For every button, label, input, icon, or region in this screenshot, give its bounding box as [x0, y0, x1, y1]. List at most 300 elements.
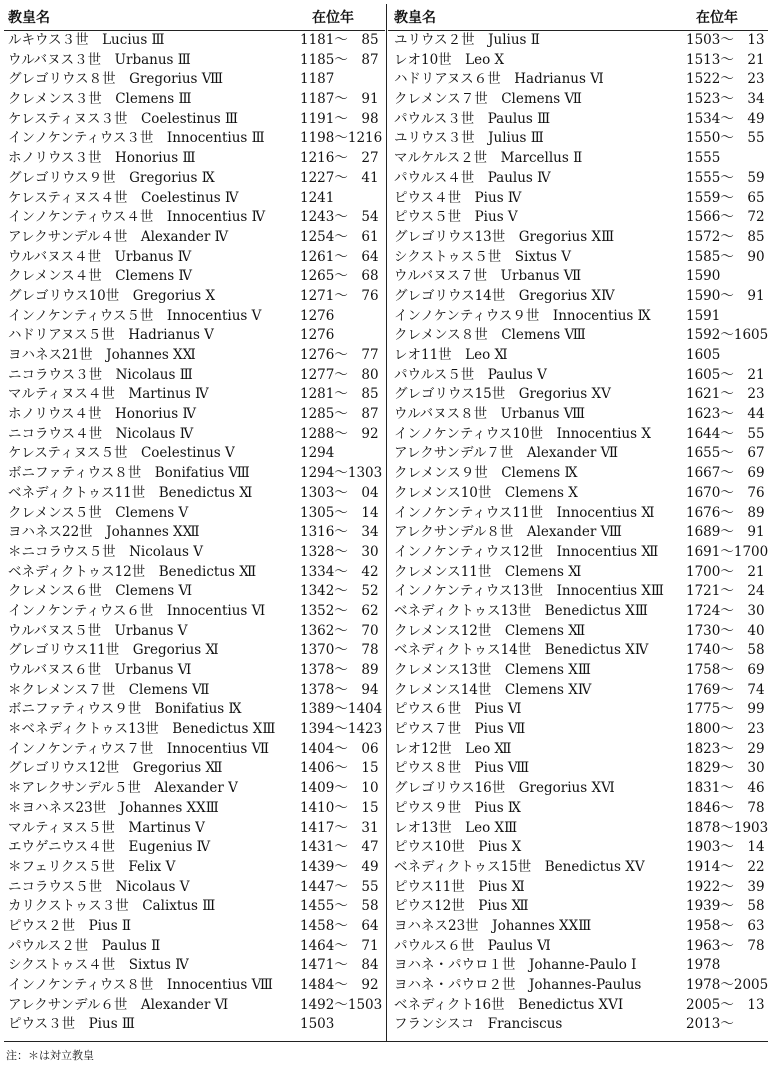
table-row [388, 641, 768, 661]
reign-years: 1447～ 55 [300, 878, 379, 895]
table-row [4, 622, 385, 642]
reign-years: 1254～ 61 [300, 228, 379, 245]
reign-years: 1243～ 54 [300, 209, 379, 226]
pope-name: インノケンティウス７世 Innocentius Ⅶ [8, 740, 270, 757]
pope-name: グレゴリウス14世 Gregorius ⅩⅣ [394, 287, 615, 304]
reign-years: 1431～ 47 [300, 839, 379, 856]
pope-name: ハドリアヌス６世 Hadrianus Ⅵ [394, 71, 604, 88]
pope-name: インノケンティウス４世 Innocentius Ⅳ [8, 209, 266, 226]
reign-years: 1185～ 87 [300, 51, 379, 68]
pope-name: グレゴリウス16世 Gregorius ⅩⅥ [394, 780, 615, 797]
header-pope-name: 教皇名 [8, 10, 50, 26]
table-row [4, 385, 385, 405]
reign-years: 1328～ 30 [300, 543, 379, 560]
reign-years: 1878～1903 [686, 819, 769, 836]
pope-name: ピウス２世 Pius Ⅱ [8, 917, 132, 934]
pope-name: ピウス11世 Pius Ⅺ [394, 878, 525, 895]
reign-years: 1484～ 92 [300, 977, 379, 993]
reign-years: 1227～ 41 [300, 169, 379, 186]
pope-name: ＊クレメンス７世 Clemens Ⅶ [8, 681, 210, 698]
pope-name: パウルス４世 Paulus Ⅳ [394, 169, 551, 186]
pope-name: グレゴリウス11世 Gregorius Ⅺ [8, 642, 219, 659]
reign-years: 2005～ 13 [686, 996, 765, 1013]
table-row [388, 799, 768, 819]
table-row [4, 956, 385, 976]
table-row [4, 917, 385, 937]
pope-name: クレメンス６世 Clemens Ⅵ [8, 583, 193, 600]
pope-name: クレメンス14世 Clemens ⅩⅣ [394, 681, 592, 698]
table-row [388, 937, 768, 957]
pope-name: ヨハネス22世 Johannes ⅩⅫ [8, 524, 200, 541]
reign-years: 1370～ 78 [300, 642, 379, 659]
reign-years: 1605～ 21 [686, 366, 765, 383]
reign-years: 1288～ 92 [300, 425, 379, 442]
pope-name: ＊ベネディクトゥス13世 Benedictus ⅩⅢ [8, 721, 276, 738]
reign-years: 1471～ 84 [300, 957, 379, 974]
table-column-left [4, 0, 385, 1035]
table-row [4, 464, 385, 484]
table-row [388, 31, 768, 51]
pope-name: インノケンティウス５世 Innocentius Ⅴ [8, 307, 262, 324]
table-row [4, 51, 385, 71]
pope-name: クレメンス９世 Clemens Ⅸ [394, 465, 578, 482]
pope-name: クレメンス11世 Clemens Ⅺ [394, 563, 582, 580]
pope-name: ＊ヨハネス23世 Johannes ⅩⅩⅢ [8, 799, 219, 816]
pope-name: インノケンティウス３世 Innocentius Ⅲ [8, 130, 265, 147]
table-row [4, 759, 385, 779]
table-row [4, 720, 385, 740]
reign-years: 2013～ [686, 1016, 734, 1033]
pope-name: ニコラウス３世 Nicolaus Ⅲ [8, 366, 193, 383]
pope-name: ウルバヌス４世 Urbanus Ⅳ [8, 248, 192, 265]
reign-years: 1559～ 65 [686, 189, 765, 206]
table-row [388, 602, 768, 622]
reign-years: 1216～ 27 [300, 150, 379, 167]
pope-name: アレクサンデル６世 Alexander Ⅵ [8, 996, 229, 1013]
table-row [4, 129, 385, 149]
pope-name: レオ10世 Leo Ⅹ [394, 51, 505, 68]
pope-name: レオ11世 Leo Ⅺ [394, 347, 508, 363]
reign-years: 1523～ 34 [686, 91, 765, 108]
reign-years: 1914～ 22 [686, 858, 765, 875]
table-row [4, 31, 385, 51]
table-row [388, 385, 768, 405]
table-row [388, 248, 768, 268]
header-pope-name: 教皇名 [394, 10, 436, 26]
reign-years: 1303～ 04 [300, 484, 379, 501]
table-row [4, 228, 385, 248]
footnote: 注：＊は対立教皇 [6, 1049, 94, 1062]
pope-name: エウゲニウス４世 Eugenius Ⅳ [8, 839, 211, 856]
pope-name: アレクサンデル７世 Alexander Ⅶ [394, 445, 619, 462]
reign-years: 1294～1303 [300, 465, 383, 482]
column-divider [386, 4, 387, 1042]
pope-name: パウルス５世 Paulus Ⅴ [394, 366, 547, 383]
pope-name: ピウス９世 Pius Ⅸ [394, 799, 521, 816]
table-row [388, 307, 768, 327]
table-row [4, 563, 385, 583]
pope-name: ピウス７世 Pius Ⅶ [394, 721, 526, 738]
pope-name: ＊フェリクス５世 Felix Ⅴ [8, 858, 176, 875]
reign-years: 1534～ 49 [686, 110, 765, 127]
table-row [388, 1015, 768, 1035]
pope-name: ピウス12世 Pius Ⅻ [394, 898, 529, 915]
table-row [388, 425, 768, 445]
pope-name: ルキウス３世 Lucius Ⅲ [8, 32, 165, 48]
table-row [388, 70, 768, 90]
reign-years: 1503 [300, 1016, 335, 1033]
pope-name: ベネディクトゥス14世 Benedictus ⅩⅣ [394, 642, 649, 659]
reign-years: 1655～ 67 [686, 445, 765, 462]
pope-name: パウルス２世 Paulus Ⅱ [8, 937, 161, 954]
table-row [4, 740, 385, 760]
pope-name: ヨハネス21世 Johannes ⅩⅪ [8, 347, 196, 363]
table-row [4, 405, 385, 425]
pope-name: ピウス４世 Pius Ⅳ [394, 189, 522, 206]
table-row [388, 956, 768, 976]
table-row [4, 897, 385, 917]
reign-years: 1590～ 91 [686, 287, 765, 304]
table-row [4, 661, 385, 681]
pope-name: ウルバヌス３世 Urbanus Ⅲ [8, 51, 191, 68]
pope-name: クレメンス８世 Clemens Ⅷ [394, 327, 586, 344]
pope-name: レオ12世 Leo Ⅻ [394, 740, 512, 757]
reign-years: 1667～ 69 [686, 465, 765, 482]
pope-name: ベネディクト16世 Benedictus XVI [394, 996, 624, 1013]
pope-name: インノケンティウス13世 Innocentius ⅩⅢ [394, 583, 664, 600]
pope-name: ウルバヌス７世 Urbanus Ⅶ [394, 268, 582, 285]
reign-years: 1455～ 58 [300, 898, 379, 915]
pope-name: ホノリウス３世 Honorius Ⅲ [8, 150, 196, 167]
table-row [4, 799, 385, 819]
table-row [4, 169, 385, 189]
table-row [388, 996, 768, 1016]
reign-years: 1591 [686, 307, 721, 324]
table-row [388, 858, 768, 878]
reign-years: 1458～ 64 [300, 917, 379, 934]
pope-name: グレゴリウス15世 Gregorius ⅩⅤ [394, 386, 611, 403]
pope-name: シクストゥス４世 Sixtus Ⅳ [8, 957, 189, 974]
reign-years: 1492～1503 [300, 996, 383, 1013]
pope-name: クレメンス10世 Clemens Ⅹ [394, 484, 578, 501]
reign-years: 1605 [686, 347, 721, 363]
pope-name: インノケンティウス６世 Innocentius Ⅵ [8, 602, 266, 619]
table-row [4, 681, 385, 701]
table-row [4, 976, 385, 996]
pope-name: フランシスコ Franciscus [394, 1016, 563, 1033]
table-row [4, 484, 385, 504]
header-reign-years: 在位年 [696, 10, 738, 26]
reign-years: 1963～ 78 [686, 937, 765, 954]
table-row [4, 700, 385, 720]
pope-name: ピウス６世 Pius Ⅵ [394, 701, 522, 718]
pope-name: ホノリウス４世 Honorius Ⅳ [8, 406, 196, 423]
table-row [4, 444, 385, 464]
pope-name: グレゴリウス８世 Gregorius Ⅷ [8, 71, 224, 88]
table-row [388, 681, 768, 701]
table-row [4, 819, 385, 839]
reign-years: 1417～ 31 [300, 819, 379, 836]
reign-years: 1276～ 77 [300, 347, 379, 363]
pope-name: ピウス８世 Pius Ⅷ [394, 760, 530, 777]
pope-name: ベネディクトゥス13世 Benedictus ⅩⅢ [394, 602, 648, 619]
reign-years: 1572～ 85 [686, 228, 765, 245]
pope-name: ウルバヌス８世 Urbanus Ⅷ [394, 406, 586, 423]
table-rows-left [4, 31, 385, 1035]
reign-years: 1277～ 80 [300, 366, 379, 383]
reign-years: 1623～ 44 [686, 406, 765, 423]
reign-years: 1334～ 42 [300, 563, 379, 580]
pope-name: グレゴリウス13世 Gregorius ⅩⅢ [394, 228, 615, 245]
reign-years: 1555～ 59 [686, 169, 765, 186]
reign-years: 1404～ 06 [300, 740, 379, 757]
reign-years: 1730～ 40 [686, 622, 765, 639]
pope-name: インノケンティウス９世 Innocentius Ⅸ [394, 307, 651, 324]
table-row [388, 405, 768, 425]
pope-name: ニコラウス５世 Nicolaus Ⅴ [8, 878, 190, 895]
reign-years: 1522～ 23 [686, 71, 765, 88]
table-row [388, 464, 768, 484]
table-row [388, 287, 768, 307]
reign-years: 1621～ 23 [686, 386, 765, 403]
reign-years: 1271～ 76 [300, 287, 379, 304]
table-row [388, 267, 768, 287]
popes-table [4, 0, 768, 1044]
reign-years: 1294 [300, 445, 335, 462]
pope-name: インノケンティウス８世 Innocentius Ⅷ [8, 977, 273, 993]
pope-name: インノケンティウス11世 Innocentius Ⅺ [394, 504, 655, 521]
pope-name: パウルス６世 Paulus Ⅵ [394, 937, 551, 954]
pope-name: アレクサンデル８世 Alexander Ⅷ [394, 524, 622, 541]
pope-name: ヨハネ・パウロ２世 Johannes-Paulus [394, 977, 642, 993]
table-row [4, 189, 385, 209]
table-row [4, 878, 385, 898]
pope-name: マルケルス２世 Marcellus Ⅱ [394, 150, 583, 167]
table-row [4, 641, 385, 661]
reign-years: 1503～ 13 [686, 32, 765, 48]
table-row [388, 366, 768, 386]
table-row [4, 307, 385, 327]
table-row [388, 326, 768, 346]
pope-name: ベネディクトゥス12世 Benedictus Ⅻ [8, 563, 257, 580]
table-row [388, 149, 768, 169]
table-row [388, 346, 768, 366]
reign-years: 1513～ 21 [686, 51, 765, 68]
pope-name: ボニファティウス９世 Bonifatius Ⅸ [8, 701, 242, 718]
table-row [388, 504, 768, 524]
pope-name: ニコラウス４世 Nicolaus Ⅳ [8, 425, 194, 442]
reign-years: 1590 [686, 268, 721, 285]
pope-name: ヨハネス23世 Johannes ⅩⅩⅢ [394, 917, 592, 934]
pope-name: ベネディクトゥス11世 Benedictus Ⅺ [8, 484, 253, 501]
reign-years: 1555 [686, 150, 721, 167]
pope-name: グレゴリウス12世 Gregorius Ⅻ [8, 760, 223, 777]
table-row [4, 504, 385, 524]
reign-years: 1362～ 70 [300, 622, 379, 639]
pope-name: ウルバヌス６世 Urbanus Ⅵ [8, 662, 192, 678]
table-header [4, 0, 385, 31]
pope-name: ウルバヌス５世 Urbanus Ⅴ [8, 622, 188, 639]
table-row [388, 700, 768, 720]
pope-name: ＊アレクサンデル５世 Alexander Ⅴ [8, 780, 238, 797]
table-row [4, 208, 385, 228]
reign-years: 1800～ 23 [686, 721, 765, 738]
reign-years: 1409～ 10 [300, 780, 379, 797]
table-row [4, 582, 385, 602]
pope-name: クレメンス13世 Clemens ⅩⅢ [394, 662, 591, 678]
reign-years: 1187～ 91 [300, 91, 379, 108]
reign-years: 1978 [686, 957, 721, 974]
reign-years: 1265～ 68 [300, 268, 379, 285]
pope-name: クレメンス５世 Clemens Ⅴ [8, 504, 189, 521]
reign-years: 1958～ 63 [686, 917, 765, 934]
table-row [388, 878, 768, 898]
pope-name: クレメンス３世 Clemens Ⅲ [8, 91, 192, 108]
pope-name: ピウス10世 Pius Ⅹ [394, 839, 522, 856]
reign-years: 1410～ 15 [300, 799, 379, 816]
table-row [4, 1015, 385, 1035]
reign-years: 1823～ 29 [686, 740, 765, 757]
table-row [4, 248, 385, 268]
reign-years: 1439～ 49 [300, 858, 379, 875]
reign-years: 1276 [300, 327, 335, 344]
table-row [388, 622, 768, 642]
header-reign-years: 在位年 [312, 10, 354, 26]
reign-years: 1775～ 99 [686, 701, 765, 718]
table-row [388, 110, 768, 130]
table-header [388, 0, 768, 31]
reign-years: 1276 [300, 307, 335, 324]
table-row [388, 444, 768, 464]
reign-years: 1922～ 39 [686, 878, 765, 895]
reign-years: 1585～ 90 [686, 248, 765, 265]
table-row [4, 838, 385, 858]
reign-years: 1903～ 14 [686, 839, 765, 856]
reign-years: 1305～ 14 [300, 504, 379, 521]
reign-years: 1191～ 98 [300, 110, 379, 127]
pope-name: ケレスティヌス５世 Coelestinus Ⅴ [8, 445, 235, 462]
reign-years: 1241 [300, 189, 335, 206]
pope-name: インノケンティウス12世 Innocentius Ⅻ [394, 543, 659, 560]
reign-years: 1691～1700 [686, 543, 769, 560]
pope-name: ケレスティヌス３世 Coelestinus Ⅲ [8, 110, 239, 127]
pope-name: ベネディクトゥス15世 Benedictus ⅩⅤ [394, 858, 645, 875]
pope-name: クレメンス７世 Clemens Ⅶ [394, 91, 582, 108]
table-row [388, 582, 768, 602]
table-row [388, 897, 768, 917]
table-row [388, 779, 768, 799]
table-row [4, 366, 385, 386]
pope-name: マルティヌス４世 Martinus Ⅳ [8, 386, 209, 403]
table-row [388, 759, 768, 779]
table-row [4, 287, 385, 307]
pope-name: グレゴリウス９世 Gregorius Ⅸ [8, 169, 215, 186]
pope-name: ピウス５世 Pius Ⅴ [394, 209, 518, 226]
pope-name: マルティヌス５世 Martinus Ⅴ [8, 819, 205, 836]
table-bottom-rule [4, 1041, 768, 1042]
reign-years: 1406～ 15 [300, 760, 379, 777]
table-row [388, 208, 768, 228]
table-row [388, 917, 768, 937]
table-row [388, 720, 768, 740]
pope-name: ピウス３世 Pius Ⅲ [8, 1016, 135, 1033]
table-row [4, 602, 385, 622]
table-row [388, 169, 768, 189]
reign-years: 1378～ 89 [300, 662, 379, 678]
reign-years: 1464～ 71 [300, 937, 379, 954]
reign-years: 1550～ 55 [686, 130, 765, 147]
pope-name: ユリウス３世 Julius Ⅲ [394, 130, 544, 147]
reign-years: 1829～ 30 [686, 760, 765, 777]
table-row [388, 838, 768, 858]
reign-years: 1670～ 76 [686, 484, 765, 501]
pope-name: レオ13世 Leo ⅩⅢ [394, 819, 518, 836]
table-row [388, 543, 768, 563]
reign-years: 1187 [300, 71, 335, 88]
table-column-right [388, 0, 768, 1035]
reign-years: 1342～ 52 [300, 583, 379, 600]
reign-years: 1740～ 58 [686, 642, 765, 659]
reign-years: 1198～1216 [300, 130, 383, 147]
reign-years: 1566～ 72 [686, 209, 765, 226]
pope-name: ボニファティウス８世 Bonifatius Ⅷ [8, 465, 250, 482]
reign-years: 1846～ 78 [686, 799, 765, 816]
table-row [388, 484, 768, 504]
reign-years: 1394～1423 [300, 721, 383, 738]
reign-years: 1721～ 24 [686, 583, 765, 600]
table-row [388, 819, 768, 839]
table-row [4, 346, 385, 366]
reign-years: 1758～ 69 [686, 662, 765, 678]
pope-name: クレメンス12世 Clemens Ⅻ [394, 622, 586, 639]
pope-name: ハドリアヌス５世 Hadrianus Ⅴ [8, 327, 214, 344]
pope-name: カリクストゥス３世 Calixtus Ⅲ [8, 898, 216, 915]
reign-years: 1592～1605 [686, 327, 769, 344]
table-row [388, 129, 768, 149]
table-row [388, 563, 768, 583]
reign-years: 1978～2005 [686, 977, 769, 993]
reign-years: 1939～ 58 [686, 898, 765, 915]
reign-years: 1676～ 89 [686, 504, 765, 521]
reign-years: 1181～ 85 [300, 32, 379, 48]
table-row [4, 110, 385, 130]
table-row [4, 267, 385, 287]
pope-name: グレゴリウス10世 Gregorius Ⅹ [8, 287, 216, 304]
table-row [4, 937, 385, 957]
pope-name: ＊ニコラウス５世 Nicolaus Ⅴ [8, 543, 203, 560]
table-row [388, 228, 768, 248]
pope-name: ケレスティヌス４世 Coelestinus Ⅳ [8, 189, 239, 206]
table-row [4, 90, 385, 110]
pope-name: アレクサンデル４世 Alexander Ⅳ [8, 228, 229, 245]
table-row [388, 523, 768, 543]
table-row [4, 996, 385, 1016]
table-row [4, 523, 385, 543]
table-row [388, 90, 768, 110]
table-row [388, 740, 768, 760]
reign-years: 1724～ 30 [686, 602, 765, 619]
reign-years: 1281～ 85 [300, 386, 379, 403]
table-row [4, 326, 385, 346]
reign-years: 1285～ 87 [300, 406, 379, 423]
table-row [388, 661, 768, 681]
pope-name: クレメンス４世 Clemens Ⅳ [8, 268, 193, 285]
reign-years: 1316～ 34 [300, 524, 379, 541]
reign-years: 1700～ 21 [686, 563, 765, 580]
reign-years: 1644～ 55 [686, 425, 765, 442]
pope-name: ユリウス２世 Julius Ⅱ [394, 32, 540, 48]
pope-name: パウルス３世 Paulus Ⅲ [394, 110, 551, 127]
